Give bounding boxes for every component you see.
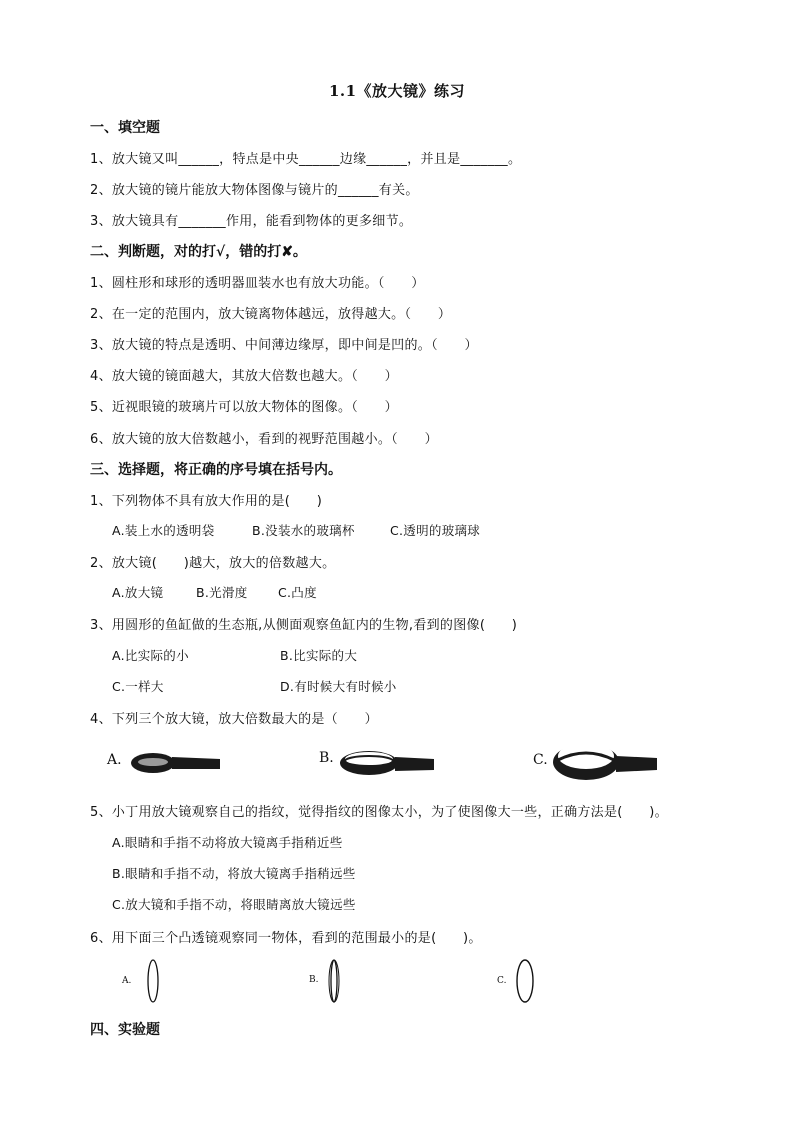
choice-2-option-b: B.光滑度 xyxy=(196,585,248,600)
choice-2-option-c: C.凸度 xyxy=(278,585,317,600)
choice-5-option-b: B.眼睛和手指不动，将放大镜离手指稍远些 xyxy=(112,866,356,881)
choice-1-option-b: B.没装水的玻璃杯 xyxy=(252,523,355,538)
choice-question-5: 5、小丁用放大镜观察自己的指纹，觉得指纹的图像太小，为了使图像大一些，正确方法是( )。 xyxy=(90,805,668,820)
choice-question-3: 3、用圆形的鱼缸做的生态瓶,从侧面观察鱼缸内的生物,看到的图像( ) xyxy=(90,618,518,633)
magnifier-a-icon xyxy=(128,745,223,781)
choice-5-option-a: A.眼睛和手指不动将放大镜离手指稍近些 xyxy=(112,835,343,850)
section-experiment-heading: 四、实验题 xyxy=(90,1022,160,1038)
choice-question-6: 6、用下面三个凸透镜观察同一物体，看到的范围最小的是( )。 xyxy=(90,931,482,946)
judge-question-6: 6、放大镜的放大倍数越小，看到的视野范围越小。（ ） xyxy=(90,432,438,447)
fill-question-3: 3、放大镜具有_______作用，能看到物体的更多细节。 xyxy=(90,214,413,229)
choice-3-option-a: A.比实际的小 xyxy=(112,648,189,663)
magnifier-c-icon xyxy=(550,738,660,782)
choice-question-1: 1、下列物体不具有放大作用的是( ) xyxy=(90,494,323,509)
fill-question-1: 1、放大镜又叫______，特点是中央______边缘______，并且是_______。 xyxy=(90,152,522,167)
choice-5-option-c: C.放大镜和手指不动，将眼睛离放大镜远些 xyxy=(112,897,356,912)
choice-1-option-a: A.装上水的透明袋 xyxy=(112,523,215,538)
lens-c-icon xyxy=(514,958,536,1004)
magnifier-b-icon xyxy=(337,745,437,781)
magnifier-b-label: B. xyxy=(319,750,334,766)
judge-question-2: 2、在一定的范围内，放大镜离物体越远，放得越大。（ ） xyxy=(90,307,452,322)
lens-a-icon xyxy=(146,958,160,1004)
section-judge-heading: 二、判断题，对的打√，错的打✘。 xyxy=(90,244,307,260)
lens-b-label: B. xyxy=(309,975,319,985)
page-title: 1.1《放大镜》练习 xyxy=(328,82,466,100)
lens-a-label: A. xyxy=(122,976,132,986)
choice-question-4: 4、下列三个放大镜，放大倍数最大的是（ ） xyxy=(90,712,378,727)
choice-3-option-b: B.比实际的大 xyxy=(280,648,358,663)
judge-question-3: 3、放大镜的特点是透明、中间薄边缘厚，即中间是凹的。（ ） xyxy=(90,338,478,353)
choice-3-option-d: D.有时候大有时候小 xyxy=(280,679,397,694)
section-fill-heading: 一、填空题 xyxy=(90,120,160,136)
magnifier-c-label: C. xyxy=(533,752,548,768)
fill-question-2: 2、放大镜的镜片能放大物体图像与镜片的______有关。 xyxy=(90,183,419,198)
lens-b-icon xyxy=(327,958,341,1004)
magnifier-a-label: A. xyxy=(107,752,122,768)
judge-question-4: 4、放大镜的镜面越大，其放大倍数也越大。（ ） xyxy=(90,369,398,384)
lens-c-label: C. xyxy=(497,976,507,986)
judge-question-1: 1、圆柱形和球形的透明器皿装水也有放大功能。（ ） xyxy=(90,276,425,291)
choice-2-option-a: A.放大镜 xyxy=(112,585,164,600)
choice-3-option-c: C.一样大 xyxy=(112,679,164,694)
section-choice-heading: 三、选择题，将正确的序号填在括号内。 xyxy=(90,462,342,478)
choice-1-option-c: C.透明的玻璃球 xyxy=(390,523,481,538)
judge-question-5: 5、近视眼镜的玻璃片可以放大物体的图像。（ ） xyxy=(90,400,398,415)
choice-question-2: 2、放大镜( )越大，放大的倍数越大。 xyxy=(90,556,336,571)
